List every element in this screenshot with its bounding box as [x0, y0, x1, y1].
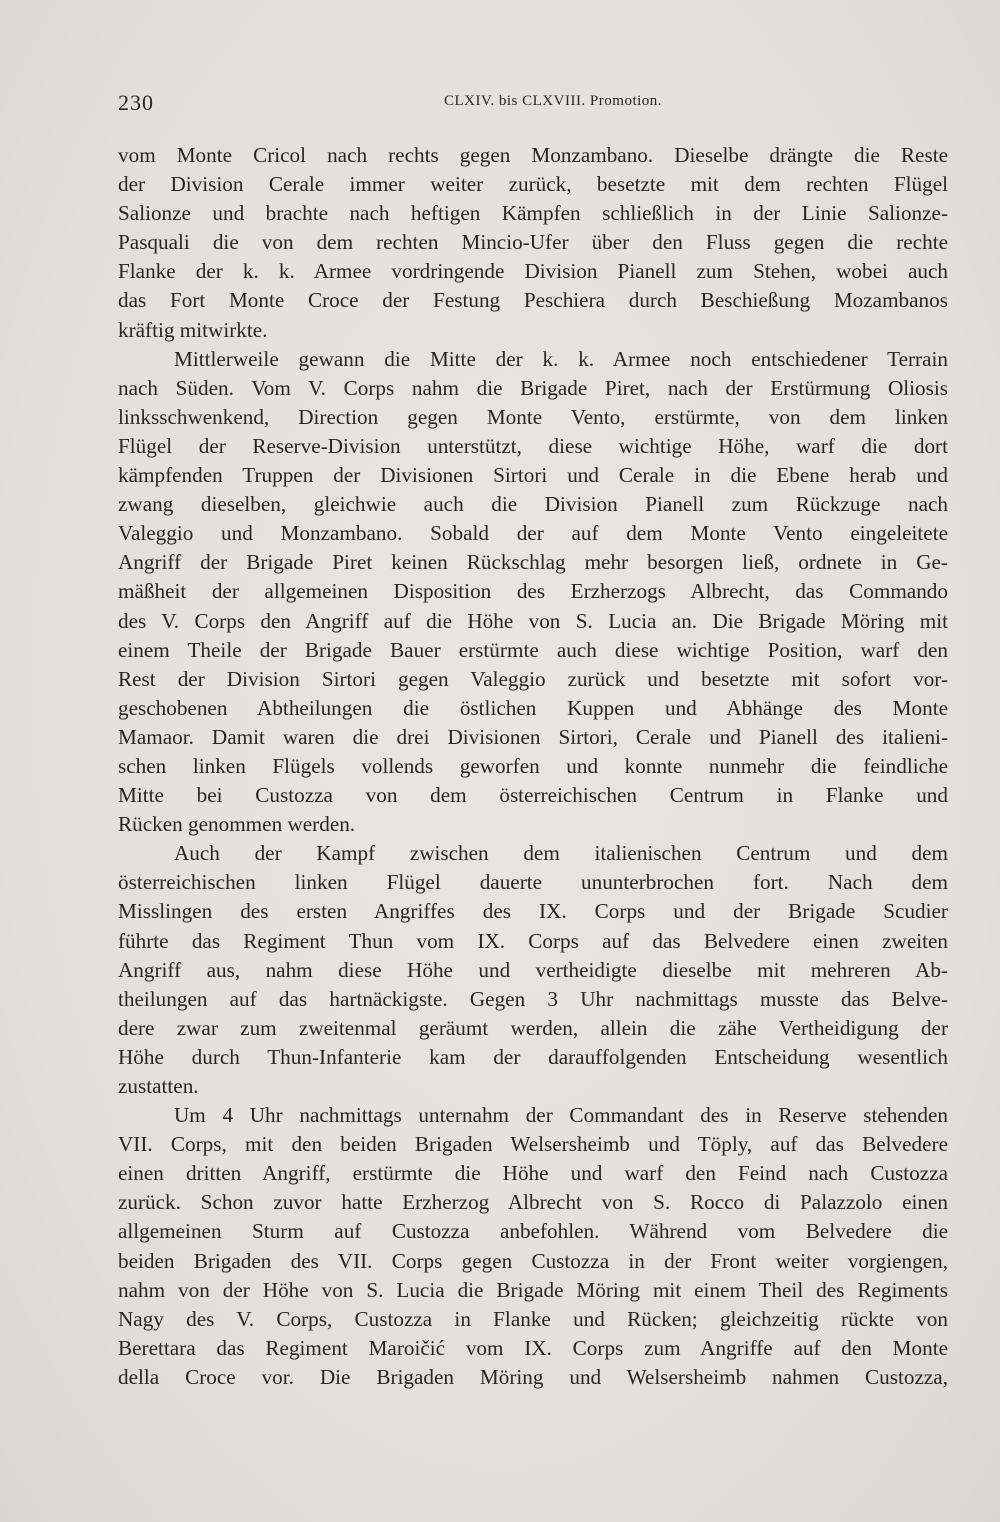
text-line: kämpfenden Truppen der Divisionen Sirtori und Cerale in die Ebene herab und	[118, 463, 948, 488]
text-line: Mitte bei Custozza von dem österreichischen Centrum in Flanke und	[118, 783, 948, 808]
text-line: Rücken genommen werden.	[118, 812, 356, 837]
page-header	[118, 90, 948, 120]
text-line: zustatten.	[118, 1074, 199, 1098]
text-line: Angriff der Brigade Piret keinen Rückschlag mehr besorgen ließ, ordnete in Ge-	[118, 550, 948, 575]
text-line: des V. Corps den Angriff auf die Höhe von S. Lucia an. Die Brigade Möring mit	[118, 608, 948, 633]
text-line: österreichischen linken Flügel dauerte ununterbrochen fort. Nach dem	[118, 870, 948, 895]
text-line: Salionze und brachte nach heftigen Kämpfen schließlich in der Linie Salionze-	[118, 201, 948, 226]
text-line: zurück. Schon zuvor hatte Erzherzog Albrecht von S. Rocco di Palazzolo einen	[118, 1190, 948, 1215]
text-line: dere zwar zum zweitenmal geräumt werden, allein die zähe Vertheidigung der	[118, 1015, 948, 1040]
text-line: kräftig mitwirkte.	[118, 317, 268, 342]
text-line: nahm von der Höhe von S. Lucia die Brigade Möring mit einem Theil des Regiments	[118, 1277, 948, 1302]
text-line: Berettara das Regiment Maroičić vom IX. Corps zum Angriffe auf den Monte	[118, 1335, 948, 1360]
page-number: 230	[118, 90, 154, 115]
text-line: allgemeinen Sturm auf Custozza anbefohlen. Während vom Belvedere die	[118, 1219, 948, 1244]
text-line: Misslingen des ersten Angriffes des IX. Corps und der Brigade Scudier	[118, 899, 948, 924]
text-line: Angriff aus, nahm diese Höhe und vertheidigte dieselbe mit mehreren Ab-	[118, 957, 948, 982]
text-line: Höhe durch Thun-Infanterie kam der darauffolgenden Entscheidung wesentlich	[118, 1044, 948, 1069]
text-line: Mittlerweile gewann die Mitte der k. k. Armee noch entschiedener Terrain	[174, 346, 948, 371]
text-line: Flügel der Reserve-Division unterstützt, diese wichtige Höhe, warf die dort	[118, 433, 948, 458]
text-line: Nagy des V. Corps, Custozza in Flanke und Rücken; gleichzeitig rückte von	[118, 1306, 948, 1331]
text-line: Rest der Division Sirtori gegen Valeggio zurück und besetzte mit sofort vor-	[118, 666, 948, 691]
paragraph	[118, 839, 948, 1101]
text-line: Flanke der k. k. Armee vordringende Division Pianell zum Stehen, wobei auch	[118, 259, 948, 284]
text-line: Pasquali die von dem rechten Mincio-Ufer über den Fluss gegen die rechte	[118, 230, 948, 255]
paragraph	[118, 1101, 948, 1392]
text-line: della Croce vor. Die Brigaden Möring und Welsersheimb nahmen Custozza,	[118, 1364, 948, 1389]
text-line: führte das Regiment Thun vom IX. Corps auf das Belvedere einen zweiten	[118, 928, 948, 953]
text-line: zwang dieselben, gleichwie auch die Division Pianell zum Rückzuge nach	[118, 492, 948, 517]
running-head: CLXIV. bis CLXVIII. Promotion.	[443, 93, 663, 109]
text-line: nach Süden. Vom V. Corps nahm die Brigade Piret, nach der Erstürmung Oliosis	[118, 375, 948, 400]
text-line: mäßheit der allgemeinen Disposition des Erzherzogs Albrecht, das Commando	[118, 579, 948, 604]
text-line: einen dritten Angriff, erstürmte die Höhe und warf den Feind nach Custozza	[118, 1161, 948, 1186]
text-line: Valeggio und Monzambano. Sobald der auf dem Monte Vento eingeleitete	[118, 521, 948, 546]
text-line: theilungen auf das hartnäckigste. Gegen 3 Uhr nachmittags musste das Belve-	[118, 986, 948, 1011]
paragraph	[118, 141, 948, 345]
text-line: Auch der Kampf zwischen dem italienischen Centrum und dem	[174, 841, 948, 866]
text-line: Mamaor. Damit waren die drei Divisionen Sirtori, Cerale und Pianell des italieni-	[118, 724, 948, 749]
text-line: beiden Brigaden des VII. Corps gegen Custozza in der Front weiter vorgiengen,	[118, 1248, 948, 1273]
text-line: das Fort Monte Croce der Festung Peschiera durch Beschießung Mozambanos	[118, 288, 948, 313]
text-line: einem Theile der Brigade Bauer erstürmte auch diese wichtige Position, warf den	[118, 637, 948, 662]
text-line: schen linken Flügels vollends geworfen und konnte nunmehr die feindliche	[118, 753, 948, 778]
text-line: der Division Cerale immer weiter zurück, besetzte mit dem rechten Flügel	[118, 172, 948, 197]
text-line: linksschwenkend, Direction gegen Monte Vento, erstürmte, von dem linken	[118, 404, 948, 429]
paragraph	[118, 345, 948, 840]
body-text	[118, 141, 948, 1392]
text-line: vom Monte Cricol nach rechts gegen Monzambano. Dieselbe drängte die Reste	[118, 143, 948, 167]
text-line: VII. Corps, mit den beiden Brigaden Welsersheimb und Töply, auf das Belvedere	[118, 1132, 948, 1157]
text-line: geschobenen Abtheilungen die östlichen Kuppen und Abhänge des Monte	[118, 695, 948, 720]
text-line: Um 4 Uhr nachmittags unternahm der Commandant des in Reserve stehenden	[174, 1103, 948, 1128]
